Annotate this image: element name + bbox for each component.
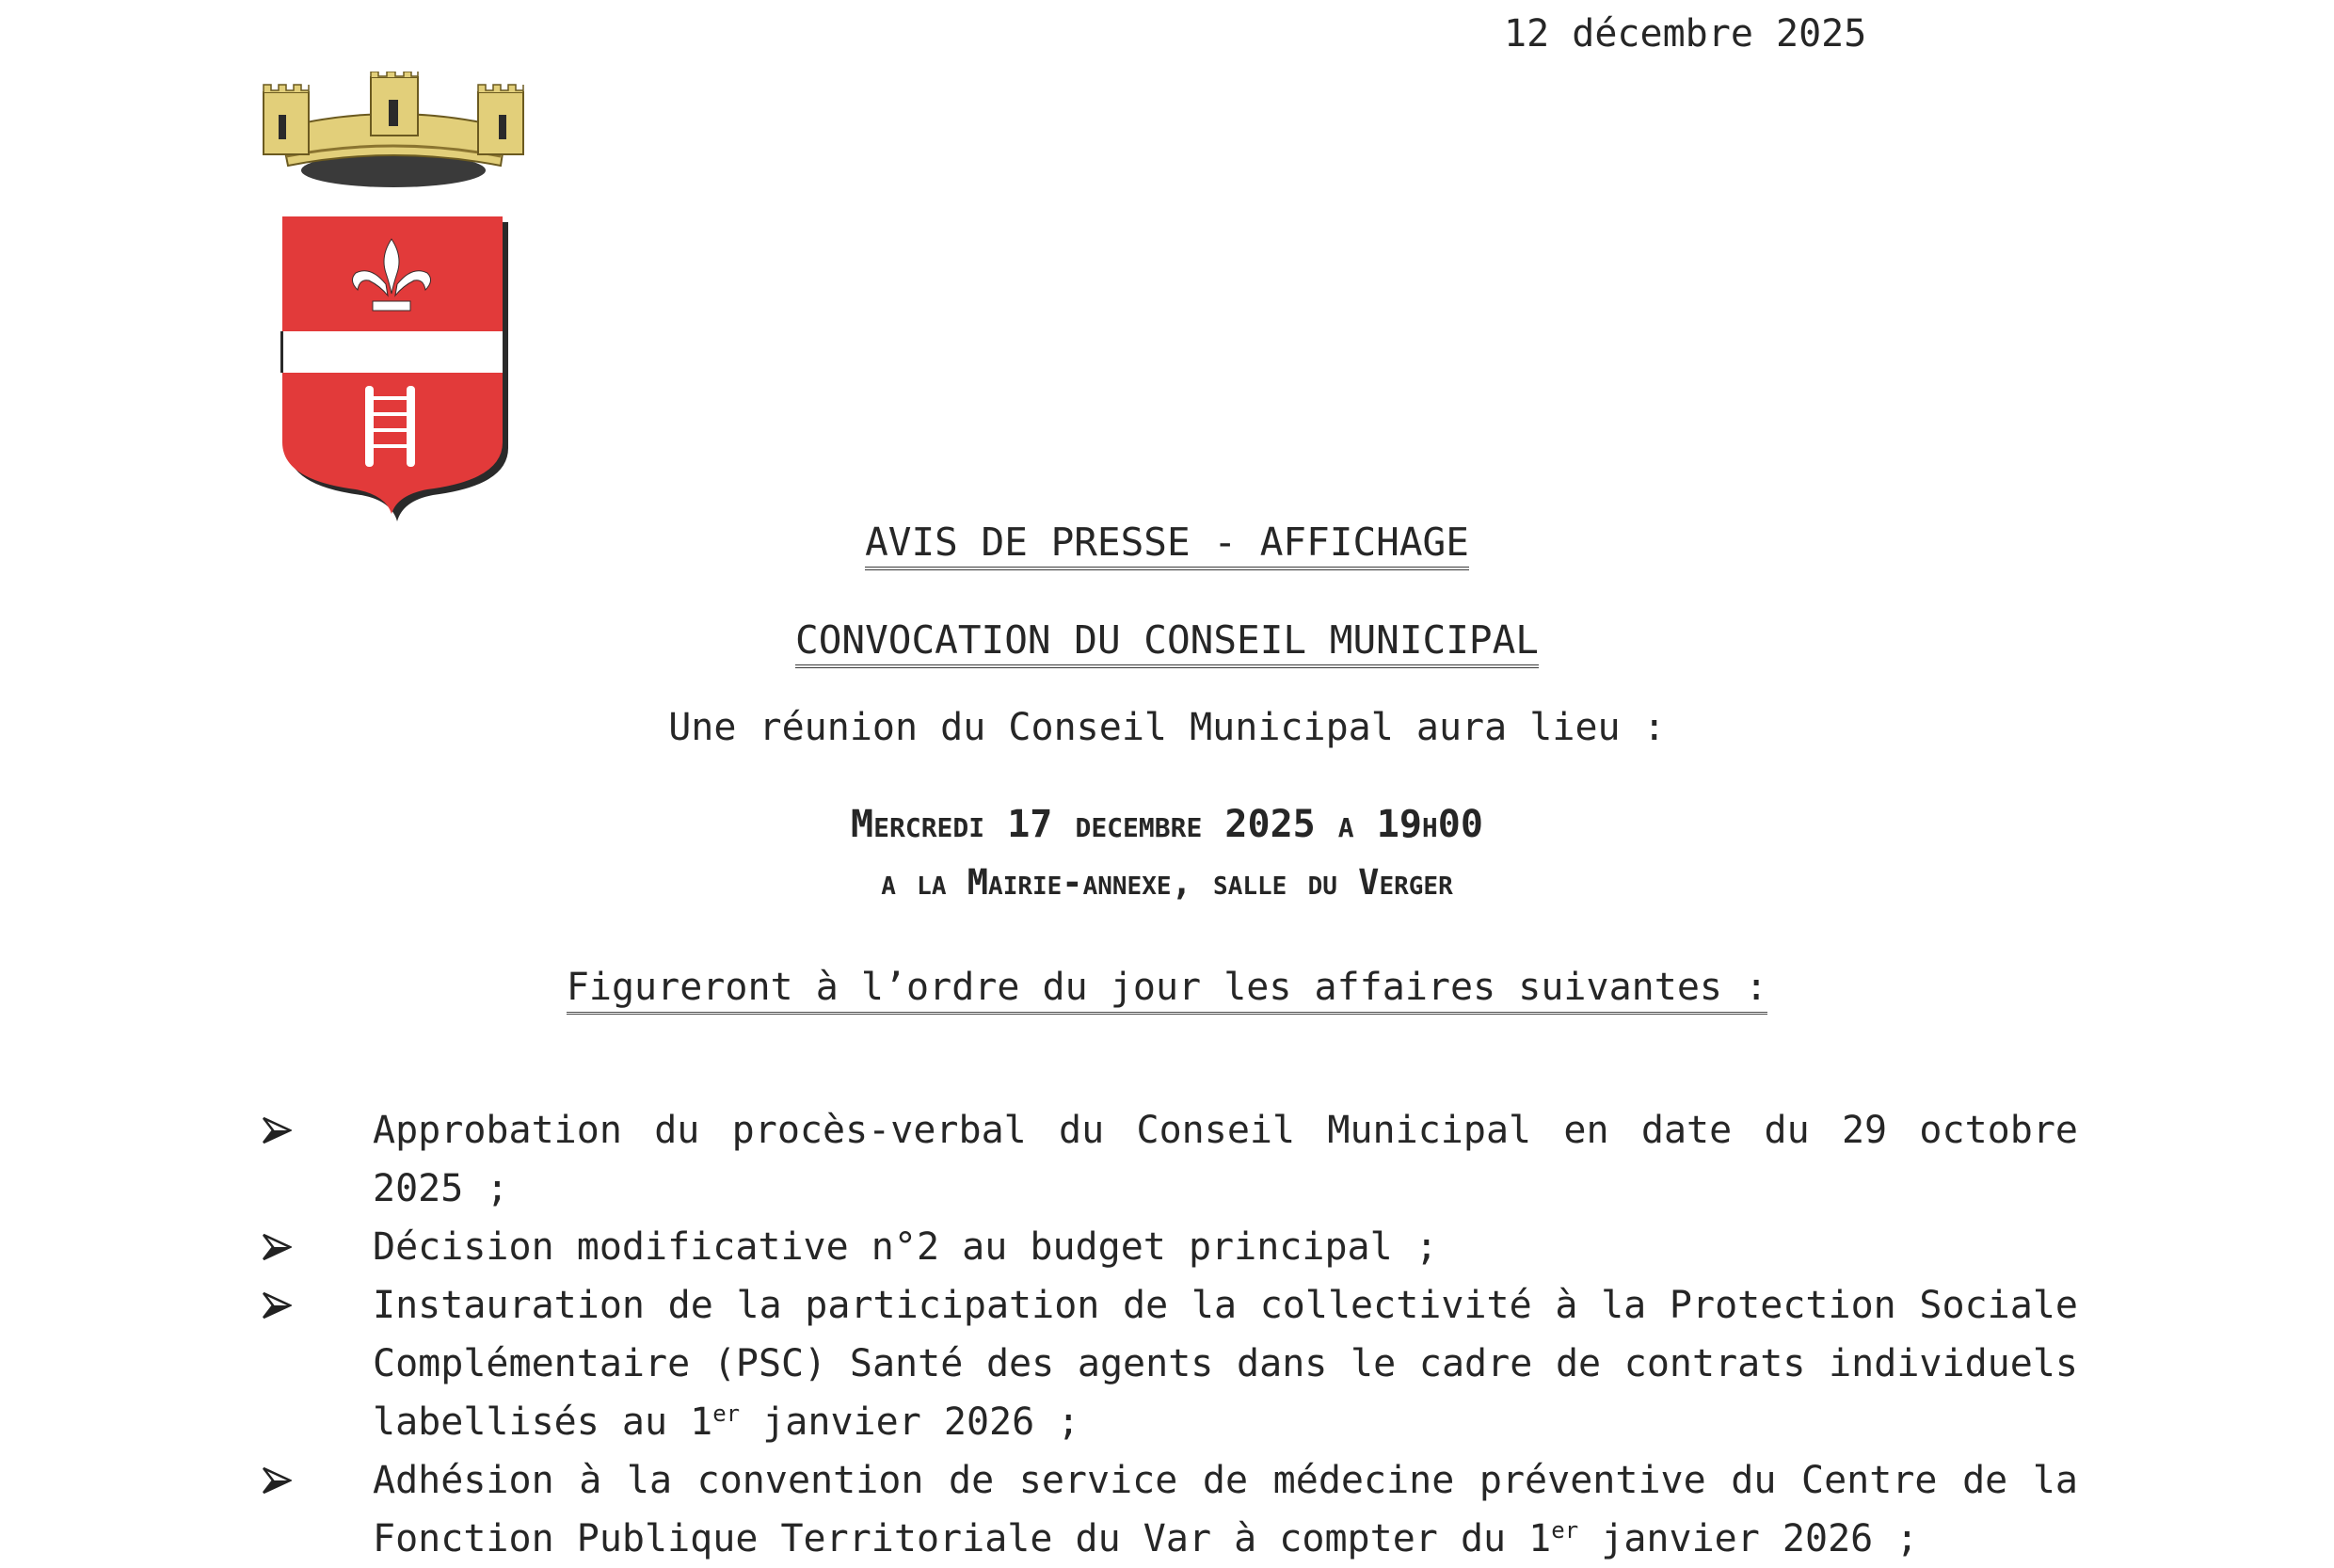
agenda-item [262,1218,2078,1276]
agenda-item-text: Approbation du procès-verbal du Conseil Municipal en date du 29 octobre 2025 ; [373,1109,2078,1210]
meeting-location: a la Mairie-annexe, salle du Verger [881,862,1453,903]
notice-subtitle [0,614,2334,666]
agenda-item-text: Instauration de la participation de la collectivité à la Protection Sociale Complémentaire (PSC) Santé des agents dans le cadre de contrats individuels labellisés au 1 [373,1284,2078,1444]
meeting-datetime: Mercredi 17 decembre 2025 a 19h00 [851,803,1483,846]
arrow-bullet-icon [262,1101,299,1160]
document-date: 12 décembre 2025 [1504,12,1867,56]
agenda-list [262,1101,2078,1568]
coat-of-arms-icon [254,72,536,523]
arrow-bullet-icon [262,1451,299,1510]
agenda-item-text-end: janvier 2026 ; [1578,1517,1919,1560]
notice-subtitle-text: CONVOCATION DU CONSEIL MUNICIPAL [795,617,1539,668]
agenda-item [262,1101,2078,1218]
agenda-item [262,1451,2078,1568]
meeting-intro: Une réunion du Conseil Municipal aura lieu : [668,706,1666,749]
ordinal-superscript: er [712,1400,741,1427]
municipal-coat-of-arms [254,72,536,523]
ordinal-superscript: er [1551,1517,1579,1544]
notice-title [0,516,2334,568]
arrow-bullet-icon [262,1276,299,1335]
agenda-item-text: Adhésion à la convention de service de médecine préventive du Centre de la Fonction Publique Territoriale du Var à compter du 1 [373,1459,2078,1560]
agenda-heading-text: Figureront à l’ordre du jour les affaires suivantes : [567,966,1767,1015]
agenda-heading [0,962,2334,1013]
agenda-item-text-end: janvier 2026 ; [740,1400,1080,1444]
notice-title-text: AVIS DE PRESSE - AFFICHAGE [865,520,1469,570]
agenda-item [262,1276,2078,1451]
arrow-bullet-icon [262,1218,299,1276]
mural-crown-icon [264,72,523,187]
shield-icon [280,216,508,521]
agenda-item-text: Décision modificative n°2 au budget principal ; [373,1225,1438,1269]
